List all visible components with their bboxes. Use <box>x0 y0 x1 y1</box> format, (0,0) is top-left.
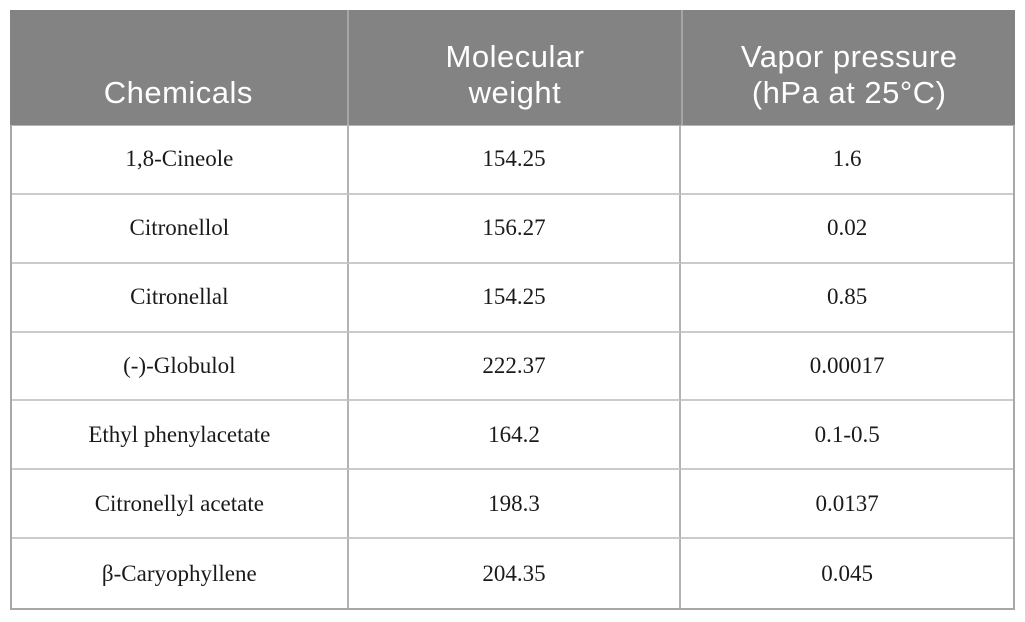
header-cell-vapor-pressure: Vapor pressure (hPa at 25°C) <box>683 10 1015 125</box>
cell-vapor-pressure: 0.02 <box>681 195 1013 264</box>
cell-chemical: Citronellol <box>12 195 349 264</box>
cell-molecular-weight: 154.25 <box>349 126 682 195</box>
cell-molecular-weight: 198.3 <box>349 470 682 539</box>
table-row <box>12 195 1013 264</box>
cell-vapor-pressure: 0.045 <box>821 560 874 586</box>
table-row <box>12 539 1013 608</box>
cell-molecular-weight: 156.27 <box>349 195 682 264</box>
cell-vapor-pressure: 0.1-0.5 <box>681 401 1013 470</box>
cell-molecular-weight: 154.25 <box>349 264 682 333</box>
cell-chemical: (-)-Globulol <box>12 333 349 402</box>
cell-vapor-pressure: 0.0137 <box>681 470 1013 539</box>
cell-molecular-weight: 222.37 <box>349 333 682 402</box>
cell-vapor-pressure: 0.85 <box>681 264 1013 333</box>
cell-chemical: β-Caryophyllene <box>12 539 349 608</box>
cell-vapor-pressure: 1.6 <box>681 126 1013 195</box>
table-row <box>12 126 1013 195</box>
cell-chemical: Citronellal <box>12 264 349 333</box>
table-row <box>12 401 1013 470</box>
cell-chemical: Citronellyl acetate <box>12 470 349 539</box>
cell-vapor-pressure: 0.00017 <box>681 333 1013 402</box>
chemicals-table <box>10 10 1015 610</box>
cell-chemical: 1,8-Cineole <box>12 126 349 195</box>
cell-molecular-weight: 204.35 <box>349 539 682 608</box>
table-header <box>10 10 1015 125</box>
header-cell-molecular-weight: Molecular weight <box>349 10 682 125</box>
table-row <box>12 470 1013 539</box>
cell-molecular-weight: 164.2 <box>349 401 682 470</box>
cell-chemical: Ethyl phenylacetate <box>12 401 349 470</box>
table-body <box>10 125 1015 610</box>
table-row <box>12 264 1013 333</box>
header-cell-chemicals: Chemicals <box>10 10 347 125</box>
table-row <box>12 333 1013 402</box>
